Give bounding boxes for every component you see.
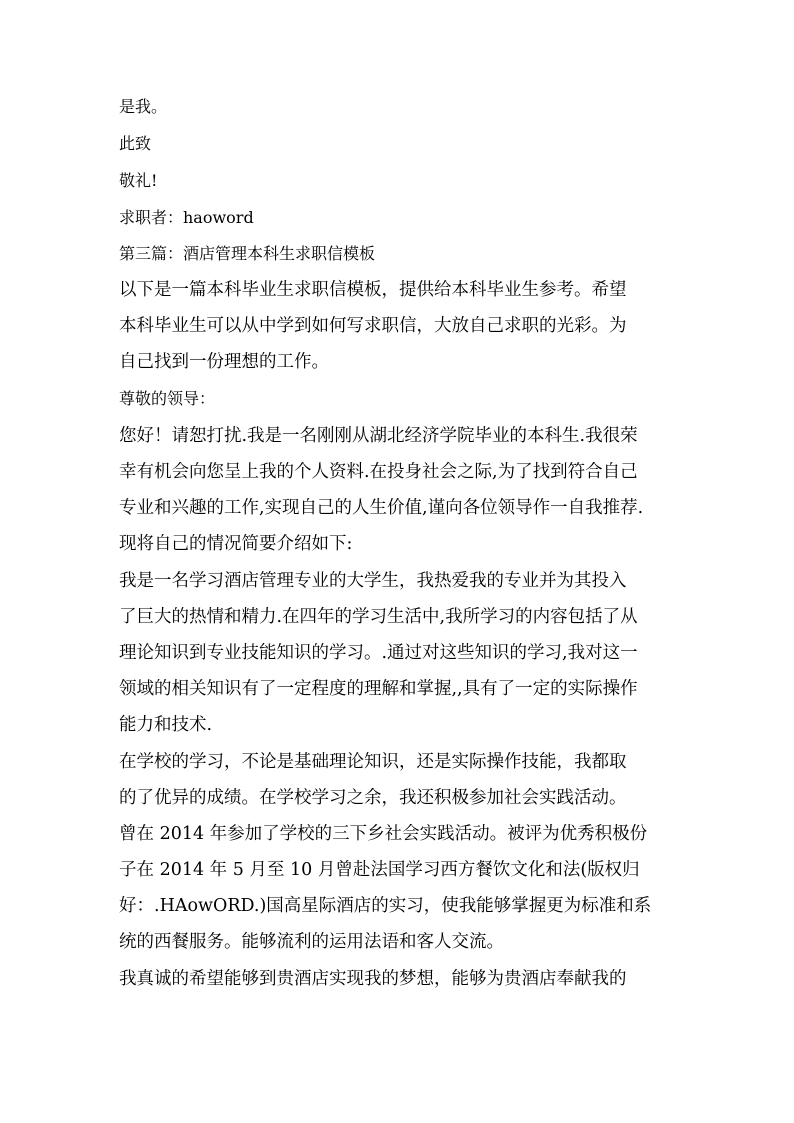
text-line-body-3: 专业和兴趣的工作,实现自己的人生价值,谨向各位领导作一自我推荐. [119,498,644,518]
text-line-greeting: 尊敬的领导： [119,389,216,408]
text-line-salutation: 此致 [119,134,152,153]
text-line-body-6: 了巨大的热情和精力.在四年的学习生活中,我所学习的内容包括了从 [119,607,638,627]
text-line-body-4: 现将自己的情况简要介绍如下: [119,534,353,554]
text-line-body-1: 您好！请恕打扰.我是一名刚刚从湖北经济学院毕业的本科生.我很荣 [119,426,638,446]
text-line-regards: 敬礼! [119,171,158,190]
text-line-body-11: 的了优异的成绩。在学校学习之余，我还积极参加社会实践活动。 [119,788,627,808]
text-line-intro-3: 自己找到一份理想的工作。 [119,352,329,372]
text-line-body-9: 能力和技术. [119,715,213,735]
text-line-signature: 求职者：haoword [119,208,254,227]
text-line-body-7: 理论知识到专业技能知识的学习。.通过对这些知识的学习,我对这一 [119,643,638,663]
text-line-body-14: 好：.HAowORD.)国高星际酒店的实习，使我能够掌握更为标准和系 [119,896,652,916]
text-line-body-12: 曾在 2014 年参加了学校的三下乡社会实践活动。被评为优秀积极份 [119,824,648,844]
text-line-intro-1: 以下是一篇本科毕业生求职信模板，提供给本科毕业生参考。希望 [119,280,627,300]
section-heading: 第三篇：酒店管理本科生求职信模板 [119,244,376,263]
text-line-body-8: 领域的相关知识有了一定程度的理解和掌握,,具有了一定的实际操作 [119,679,638,699]
text-line-body-5: 我是一名学习酒店管理专业的大学生，我热爱我的专业并为其投入 [119,571,627,591]
text-line-intro-2: 本科毕业生可以从中学到如何写求职信，大放自己求职的光彩。为 [119,316,627,336]
text-line-body-10: 在学校的学习，不论是基础理论知识，还是实际操作技能，我都取 [119,752,627,772]
text-line-body-13: 子在 2014 年 5 月至 10 月曾赴法国学习西方餐饮文化和法(版权归 [119,860,640,880]
text-line-closing: 是我。 [119,97,168,116]
text-line-body-16: 我真诚的希望能够到贵酒店实现我的梦想，能够为贵酒店奉献我的 [119,969,627,989]
text-line-body-2: 幸有机会向您呈上我的个人资料.在投身社会之际,为了找到符合自己 [119,462,638,482]
text-line-body-15: 统的西餐服务。能够流利的运用法语和客人交流。 [119,932,504,952]
